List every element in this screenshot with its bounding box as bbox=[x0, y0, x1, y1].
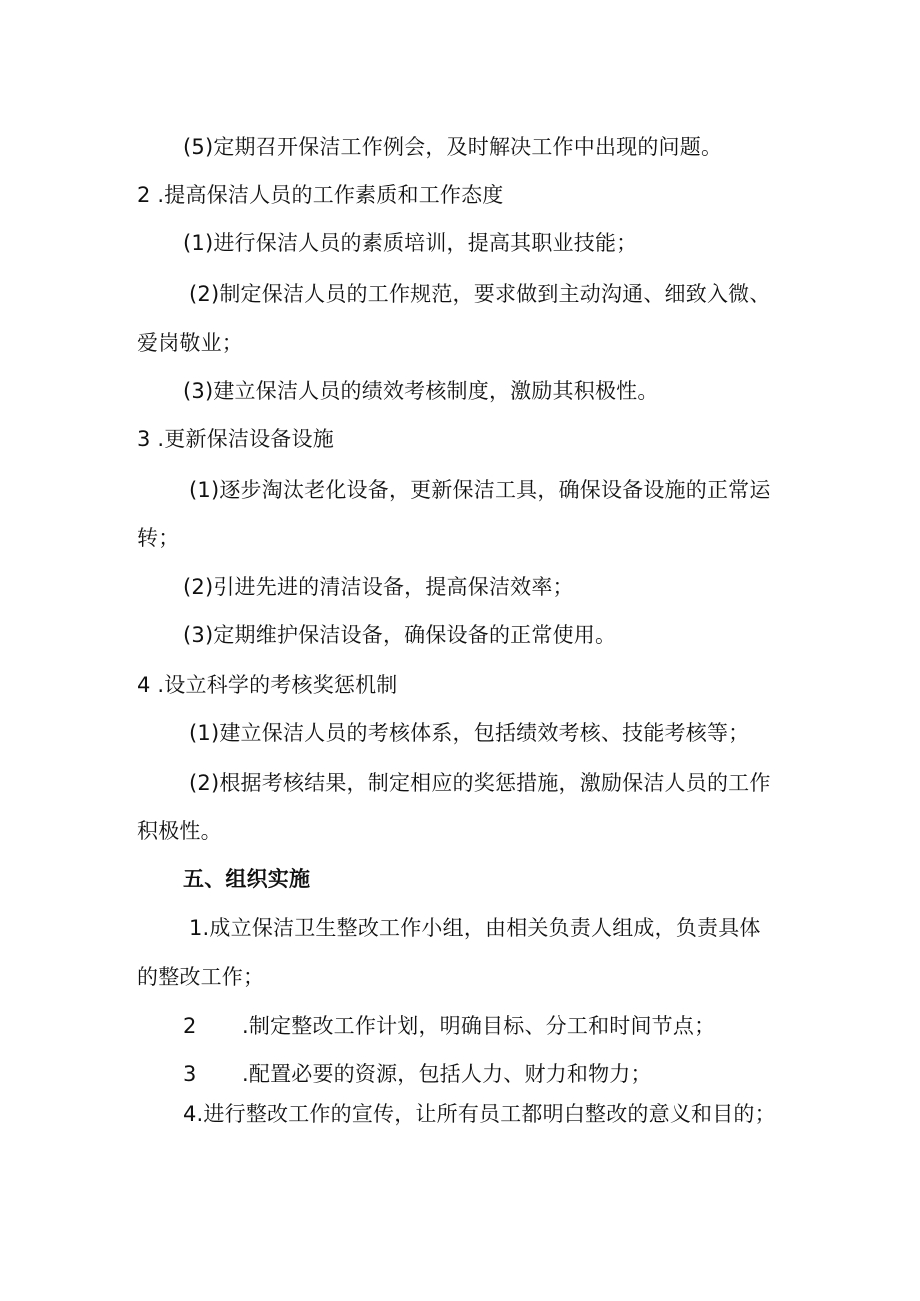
paragraph-line: (3)定期维护保洁设备，确保设备的正常使用。 bbox=[183, 623, 617, 647]
paragraph-line: 转； bbox=[137, 526, 180, 550]
paragraph-line: 积极性。 bbox=[137, 819, 222, 843]
paragraph-line: (2)引进先进的清洁设备，提高保洁效率； bbox=[183, 575, 574, 599]
paragraph-line: 的整改工作； bbox=[137, 965, 265, 989]
paragraph-line: (5)定期召开保洁工作例会，及时解决工作中出现的问题。 bbox=[183, 135, 723, 159]
paragraph-line: (2)根据考核结果，制定相应的奖惩措施，激励保洁人员的工作 bbox=[189, 771, 771, 795]
paragraph-line: (1)逐步淘汰老化设备，更新保洁工具，确保设备设施的正常运 bbox=[189, 478, 771, 502]
list-number: 2 bbox=[183, 1014, 197, 1038]
section-heading: 4 .设立科学的考核奖惩机制 bbox=[137, 673, 398, 697]
paragraph-line: .配置必要的资源，包括人力、财力和物力； bbox=[242, 1062, 652, 1086]
paragraph-line: 爱岗敬业； bbox=[137, 331, 243, 355]
list-number: 3 bbox=[183, 1062, 197, 1086]
paragraph-line: 4.进行整改工作的宣传，让所有员工都明白整改的意义和目的； bbox=[183, 1102, 776, 1126]
section-heading: 2 .提高保洁人员的工作素质和工作态度 bbox=[137, 183, 504, 207]
paragraph-line: (1)进行保洁人员的素质培训，提高其职业技能； bbox=[183, 231, 638, 255]
chapter-heading: 五、组织实施 bbox=[183, 867, 311, 891]
paragraph-line: (3)建立保洁人员的绩效考核制度，激励其积极性。 bbox=[183, 379, 659, 403]
section-heading: 3 .更新保洁设备设施 bbox=[137, 427, 334, 451]
paragraph-line: 1.成立保洁卫生整改工作小组，由相关负责人组成，负责具体 bbox=[189, 916, 761, 940]
paragraph-line: (2)制定保洁人员的工作规范，要求做到主动沟通、细致入微、 bbox=[189, 282, 771, 306]
paragraph-line: .制定整改工作计划，明确目标、分工和时间节点； bbox=[242, 1014, 716, 1038]
paragraph-line: (1)建立保洁人员的考核体系，包括绩效考核、技能考核等； bbox=[189, 721, 750, 745]
